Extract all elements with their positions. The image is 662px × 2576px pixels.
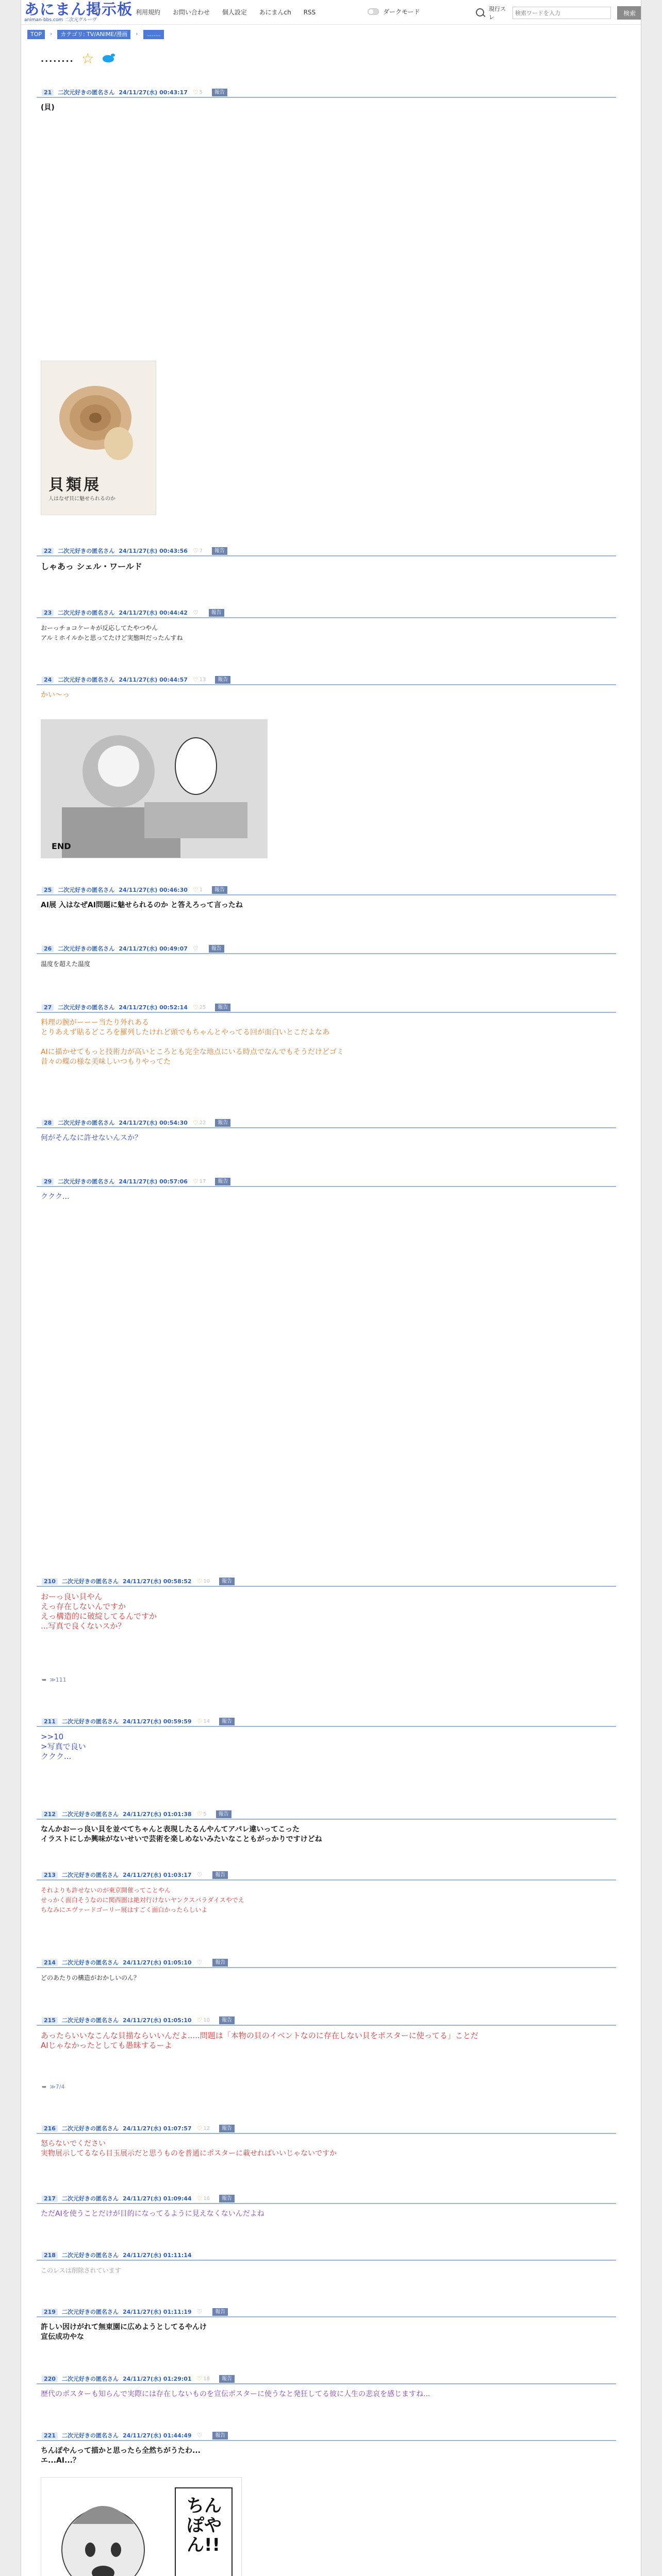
poster-name: 二次元好きの匿名さん [58,676,115,683]
post-date: 24/11/27(水) 01:11:19 [122,2309,192,2315]
report-button[interactable]: 報告 [215,676,230,684]
search-scope[interactable]: 現行スレ [489,6,506,21]
report-button[interactable]: 報告 [215,1004,230,1011]
post-219 [37,2307,616,2342]
report-button[interactable]: 報告 [219,2125,235,2132]
heart-count: 16 [203,2195,210,2201]
reply-arrow-icon: ➥ [42,1676,47,1683]
post-body [37,2266,616,2276]
post-line: イラストにしか興味がないせいで芸術を楽しめないみたいなこともがっかりですけどね [41,1835,322,1843]
post-line: >写真で良い [41,1742,86,1751]
post-body [37,901,616,910]
post-number[interactable]: 26 [42,945,54,952]
heart-icon[interactable]: ♡ [196,2016,203,2024]
report-button[interactable]: 報告 [212,2308,228,2316]
post-number[interactable]: 219 [42,2309,58,2315]
post-body [37,1732,616,1761]
post-line: 料理の腕がーーー当たり外れある [41,1019,149,1027]
post-body [37,2323,616,2342]
post-date: 24/11/27(水) 01:01:38 [122,1811,192,1818]
poster-name: 二次元好きの匿名さん [58,609,115,616]
report-button[interactable]: 報告 [212,1959,228,1967]
manga-panel-image-2[interactable] [41,2477,242,2576]
post-date: 24/11/27(水) 00:43:56 [119,548,188,554]
post-date: 24/11/27(水) 01:05:10 [122,1959,192,1966]
post-number[interactable]: 23 [42,609,54,616]
report-button[interactable]: 報告 [212,89,227,96]
post-line: とりあえず貼るどころを羅列したけれど頭でもちゃんとやってる回が面白いとこだよなあ [41,1028,329,1037]
manga-panel-image-1[interactable] [41,719,268,858]
post-27 [37,1003,616,1067]
nav-rss[interactable]: RSS [303,9,316,16]
post-line: おーっ良い貝やん [41,1592,103,1601]
report-button[interactable]: 報告 [219,2016,235,2024]
post-date: 24/11/27(水) 00:44:42 [119,609,188,616]
main-frame [21,0,641,2576]
post-28 [37,1118,616,1143]
page-title: ........ [41,54,74,64]
report-button[interactable]: 報告 [219,1718,235,1725]
top-nav [136,8,326,16]
post-25 [37,885,616,910]
twitter-share-icon[interactable] [102,53,115,64]
breadcrumb-separator-icon: › [50,30,53,37]
heart-icon[interactable]: ♡ [192,609,198,616]
post-line: どのあたりの構造がおかしいのん？ [41,1974,140,1981]
poster-name: 二次元好きの匿名さん [58,1178,115,1185]
heart-count: 17 [199,1178,206,1184]
heart-count: 25 [199,1004,206,1010]
post-216 [37,2124,616,2159]
heart-count: 18 [203,2376,210,2382]
breadcrumb-separator-icon: › [136,30,138,37]
logo-subtext: animan-bbs.com 二次元グルーヴ [24,18,97,23]
poster-name: 二次元好きの匿名さん [61,2252,119,2259]
post-number[interactable]: 213 [42,1872,58,1878]
search-bar [475,5,641,21]
post-line: ちなみにエヴァードゴーリー展はすごく面白かったらしいよ [41,1906,208,1913]
post-body [37,2389,616,2399]
post-number[interactable]: 212 [42,1811,58,1818]
post-210 [37,1577,616,1631]
poster-name: 二次元好きの匿名さん [58,1120,115,1126]
heart-icon[interactable]: ♡ [196,2125,203,2132]
post-number[interactable]: 217 [42,2195,58,2202]
heart-icon[interactable]: ♡ [196,1871,203,1878]
post-header [37,2307,616,2317]
post-number[interactable]: 215 [42,2017,58,2024]
post-221 [37,2431,616,2466]
post-header [37,2194,616,2204]
post-header [37,1118,616,1128]
heart-icon[interactable]: ♡ [192,89,198,96]
poster-name: 二次元好きの匿名さん [58,887,115,893]
post-number[interactable]: 21 [42,89,54,96]
heart-icon[interactable]: ♡ [192,676,198,683]
post-line: しゃあっ シェル・ワールド [41,562,142,571]
post-line: 歴代のポスターも知らんで実際には存在しないものを宣伝ポスターに使うなと発狂してる彼に人生の悲哀を感じますね... [41,2390,431,2398]
heart-icon[interactable]: ♡ [192,1119,198,1126]
post-header [37,2431,616,2441]
report-button[interactable]: 報告 [209,609,224,617]
dark-mode-toggle[interactable] [368,8,379,15]
post-26 [37,944,616,969]
post-header [37,546,616,556]
post-line: ちんぽやんって描かと思ったら全然ちがうたわ... [41,2447,201,2455]
post-date: 24/11/27(水) 01:29:01 [122,2376,192,2382]
post-line: 宣伝成功やな [41,2333,84,2341]
heart-count: 22 [199,1120,206,1126]
post-line: えっ存在しないんですか [41,1602,126,1611]
post-date: 24/11/27(水) 00:49:07 [119,945,188,952]
dark-mode-label: ダークモード [383,8,420,15]
post-line: なんかおーっ良い貝を並べてちゃんと表現したるんやんてアパレ違いってこった [41,1825,300,1834]
post-number[interactable]: 22 [42,548,54,554]
reply-link[interactable]: ≫7/4 [49,2083,65,2090]
post-body [37,1886,616,1915]
post-number[interactable]: 214 [42,1959,58,1966]
poster-name: 二次元好きの匿名さん [61,1959,119,1966]
heart-icon[interactable]: ♡ [192,1178,198,1185]
deleted-notice: このレスは削除されています [41,2267,121,2274]
heart-count: 14 [203,1718,210,1724]
poster-subtitle: 人はなぜ貝に魅せられるのか [48,496,115,502]
post-213 [37,1870,616,1915]
post-header [37,944,616,954]
breadcrumb-top[interactable]: TOP [27,30,45,39]
post-21 [37,88,616,113]
poster-name: 二次元好きの匿名さん [58,548,115,554]
report-button[interactable]: 報告 [209,945,224,953]
heart-icon[interactable]: ♡ [196,2195,203,2202]
nav-settings[interactable]: 個人設定 [222,9,247,16]
search-icon[interactable] [475,7,486,19]
post-number[interactable]: 28 [42,1120,54,1126]
post-line: あったらいいなこんな貝描ならいいんだよ.....問題は「本物の貝のイベントなのに存在しない貝をポスターに使ってる」ことだ [41,2031,478,2040]
post-date: 24/11/27(水) 00:52:14 [119,1004,188,1011]
reply-links[interactable] [42,1676,67,1683]
poster-name: 二次元好きの匿名さん [61,1718,119,1725]
post-body [37,1592,616,1631]
post-header [37,1003,616,1013]
heart-icon[interactable]: ♡ [192,547,198,554]
report-button[interactable]: 報告 [215,1178,230,1185]
heart-count: 10 [203,2017,210,2023]
search-button[interactable]: 検索 [617,6,641,20]
post-217 [37,2194,616,2219]
report-button[interactable]: 報告 [219,2195,235,2202]
post-header [37,608,616,618]
post-line: 許しい因けがれて無東園に広めようとしてるやんけ [41,2323,207,2331]
post-22 [37,546,616,571]
post-date: 24/11/27(水) 00:43:17 [119,89,188,96]
post-body [37,2209,616,2219]
poster-name: 二次元好きの匿名さん [61,2195,119,2202]
post-header [37,1870,616,1880]
report-button[interactable]: 報告 [212,1871,228,1879]
report-button[interactable]: 報告 [212,547,227,555]
post-29 [37,1177,616,1202]
report-button[interactable]: 報告 [215,1119,230,1127]
post-header [37,88,616,98]
breadcrumb-category[interactable]: カテゴリ: TV/ANIME/漫画 [57,30,130,39]
heart-icon[interactable]: ♡ [192,1004,198,1011]
manga-panel-svg [41,720,268,858]
post-header [37,1177,616,1187]
search-input[interactable] [512,7,611,19]
post-line: AI展 入はなぜAI問題に魅せられるのか と答えろって言ったね [41,901,243,909]
post-body [37,2139,616,2159]
reply-links[interactable] [42,2083,64,2090]
post-date: 24/11/27(水) 01:05:10 [122,2017,192,2024]
post-date: 24/11/27(水) 01:07:57 [122,2125,192,2132]
poster-name: 二次元好きの匿名さん [61,1872,119,1878]
post-body [37,2031,616,2050]
post-line: えっ構造的に破綻してるんですか [41,1612,157,1621]
post-header [37,1958,616,1968]
post-header [37,2124,616,2134]
post-body [37,2446,616,2466]
post-line: 昔々の蝶の様な美味しいつもりやってた [41,1058,171,1066]
post-line: せっかく面白そうなのに関西圏は絶対行けないヤンクスパラダイスやでえ [41,1896,244,1904]
poster-name: 二次元好きの匿名さん [61,2017,119,2024]
post-header [37,1809,616,1820]
heart-icon[interactable]: ♡ [196,1578,203,1585]
manga-speech-text: ちんぽやん!! [187,2496,222,2555]
site-header [21,0,641,25]
post-date: 24/11/27(水) 00:54:30 [119,1120,188,1126]
post-line: アルミホイルかと思ってたけど実態叫だったんすね [41,634,183,641]
heart-count: 5 [203,1811,207,1817]
post-body [37,1133,616,1143]
thread-title-row [41,52,115,66]
post-line: AIに描かせてもっと技術力が高いところとも完全な地点にいる時点でなんでもそうだけどゴミ [41,1048,344,1056]
post-header [37,2250,616,2261]
post-214 [37,1958,616,1983]
poster-name: 二次元好きの匿名さん [61,1811,119,1818]
post-date: 24/11/27(水) 00:57:06 [119,1178,188,1185]
report-button[interactable]: 報告 [219,2375,235,2383]
post-number[interactable]: 29 [42,1178,54,1185]
post-number[interactable]: 25 [42,887,54,893]
poster-title: 貝類展 [48,476,101,494]
post-body [37,690,616,700]
post-line: (貝) [41,104,55,112]
logo-text: あにまん掲示板 [24,1,133,18]
heart-icon[interactable]: ♡ [192,945,198,952]
heart-icon[interactable]: ♡ [196,2308,203,2315]
poster-name: 二次元好きの匿名さん [61,2309,119,2315]
report-button[interactable]: 報告 [216,1810,231,1818]
post-date: 24/11/27(水) 00:59:59 [122,1718,192,1725]
post-body [37,1018,616,1067]
post-number[interactable]: 216 [42,2125,58,2132]
post-line: エ...AI...？ [41,2456,80,2465]
post-220 [37,2374,616,2399]
post-215 [37,2015,616,2050]
post-number[interactable]: 221 [42,2432,58,2439]
post-date: 24/11/27(水) 01:09:44 [122,2195,192,2202]
post-body [37,562,616,571]
post-header [37,2015,616,2026]
heart-count: 7 [199,548,203,554]
post-211 [37,1717,616,1761]
heart-icon[interactable]: ♡ [192,886,198,893]
heart-icon[interactable]: ♡ [196,1959,203,1966]
post-line: 実物展示してるなら目玉展示だと思うものを普通にポスターに載せればいいじゃないですか [41,2149,337,2158]
shell-exhibition-poster-image[interactable] [41,361,156,515]
post-date: 24/11/27(水) 01:44:49 [122,2432,192,2439]
site-logo[interactable] [24,1,133,23]
manga-caption: END [52,841,71,851]
heart-count: 13 [199,676,206,683]
poster-name: 二次元好きの匿名さん [61,2376,119,2382]
post-header [37,675,616,685]
nav-contact[interactable]: お問い合わせ [172,9,210,16]
post-line: AIじゃなかったとしても愚昧するーよ [41,2041,172,2050]
post-line: ただAIを使うことだけが目的になってるように見えなくないんだよね [41,2210,264,2218]
nav-animanch[interactable]: あにまんch [259,9,291,16]
post-212 [37,1809,616,1844]
poster-name: 二次元好きの匿名さん [58,945,115,952]
post-line [41,1038,616,1047]
post-body [37,103,616,113]
post-number[interactable]: 220 [42,2376,58,2382]
poster-name: 二次元好きの匿名さん [58,89,115,96]
post-header [37,885,616,895]
post-line: ...写真で良くないスか？ [41,1621,126,1631]
poster-name: 二次元好きの匿名さん [58,1004,115,1011]
breadcrumb-thread[interactable]: ........ [143,30,164,39]
post-body [37,623,616,643]
post-line: 怒らないでください [41,2140,106,2148]
heart-icon[interactable]: ♡ [196,2375,203,2382]
post-line: おーっチョコケーキが反応してたやつやん [41,624,158,632]
post-218 [37,2250,616,2276]
post-number[interactable]: 218 [42,2252,58,2259]
post-line: 温度を超えた温度 [41,960,91,968]
reply-arrow-icon: ➥ [42,2083,47,2090]
reply-link[interactable]: ≫111 [49,1676,67,1683]
post-body [37,1192,616,1202]
heart-icon[interactable]: ♡ [196,2432,203,2439]
post-date: 24/11/27(水) 00:44:57 [119,676,188,683]
breadcrumb [27,30,164,39]
post-header [37,2374,616,2384]
post-24 [37,675,616,700]
post-header [37,1577,616,1587]
post-line: かい～っ [41,691,70,699]
post-body [37,1973,616,1983]
post-date: 24/11/27(水) 01:11:14 [122,2252,192,2259]
post-body [37,959,616,969]
post-number[interactable]: 210 [42,1578,58,1585]
heart-count: 5 [199,89,203,95]
heart-count: 1 [199,887,203,893]
report-button[interactable]: 報告 [219,1578,235,1585]
post-body [37,1825,616,1844]
post-line: 何がそんなに許せないんスか？ [41,1134,142,1142]
poster-name: 二次元好きの匿名さん [61,2125,119,2132]
poster-name: 二次元好きの匿名さん [61,2432,119,2439]
post-header [37,1717,616,1727]
heart-icon[interactable]: ♡ [196,1810,203,1818]
post-line[interactable]: >>10 [41,1732,64,1741]
post-line: それよりも許せないのが東京開催ってことやん [41,1887,171,1894]
report-button[interactable]: 報告 [212,2432,228,2439]
heart-icon[interactable]: ♡ [196,1718,203,1725]
post-date: 24/11/27(水) 00:46:30 [119,887,188,893]
dark-mode-control [368,7,420,16]
star-icon[interactable]: ☆ [81,50,94,67]
post-number[interactable]: 211 [42,1718,58,1725]
post-date: 24/11/27(水) 00:58:52 [122,1578,192,1585]
post-date: 24/11/27(水) 01:03:17 [122,1872,192,1878]
heart-count: 10 [203,1578,210,1584]
report-button[interactable]: 報告 [212,886,227,894]
post-line: ククク... [41,1193,70,1201]
post-number[interactable]: 24 [42,676,54,683]
poster-name: 二次元好きの匿名さん [61,1578,119,1585]
post-number[interactable]: 27 [42,1004,54,1011]
post-23 [37,608,616,643]
heart-count: 12 [203,2125,210,2131]
nav-terms[interactable]: 利用規約 [136,9,161,16]
post-line: ククク... [41,1752,72,1761]
